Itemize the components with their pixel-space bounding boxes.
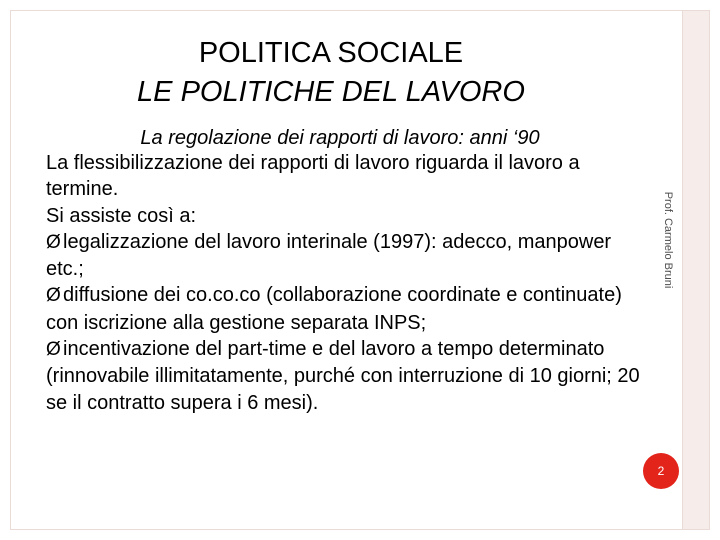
arrow-bullet-icon: Ø bbox=[46, 339, 61, 361]
intro-paragraph: La flessibilizzazione dei rapporti di lavoro riguarda il lavoro a termine. bbox=[46, 152, 580, 201]
bullet-text: incentivazione del part-time e del lavoro a tempo determinato (rinnovabile illimitatamente, purché con interruzione di 10 giorni; 20 se il contratto supera i 6 mesi). bbox=[46, 338, 640, 414]
slide-title-italic: LE POLITICHE DEL LAVORO bbox=[137, 76, 525, 108]
bullet-item bbox=[46, 229, 646, 283]
arrow-bullet-icon: Ø bbox=[46, 231, 61, 253]
assist-paragraph: Si assiste così a: bbox=[46, 204, 197, 227]
arrow-bullet-icon: Ø bbox=[46, 285, 61, 307]
bullet-item bbox=[46, 282, 646, 336]
bullet-text: legalizzazione del lavoro interinale (1997): adecco, manpower etc.; bbox=[46, 230, 612, 281]
bullet-item bbox=[46, 336, 646, 416]
slide-subtitle: La regolazione dei rapporti di lavoro: anni ‘90 bbox=[140, 127, 540, 149]
page-number: 2 bbox=[657, 464, 665, 478]
bullet-text: diffusione dei co.co.co (collaborazione coordinate e continuate) con iscrizione alla gestione separata INPS; bbox=[46, 284, 622, 334]
side-panel bbox=[683, 11, 709, 529]
author-credit-text: Prof. Carmelo Bruni bbox=[662, 191, 674, 289]
page-number-badge bbox=[643, 453, 679, 489]
slide-title: POLITICA SOCIALE bbox=[198, 37, 464, 69]
slide-body bbox=[46, 150, 646, 416]
